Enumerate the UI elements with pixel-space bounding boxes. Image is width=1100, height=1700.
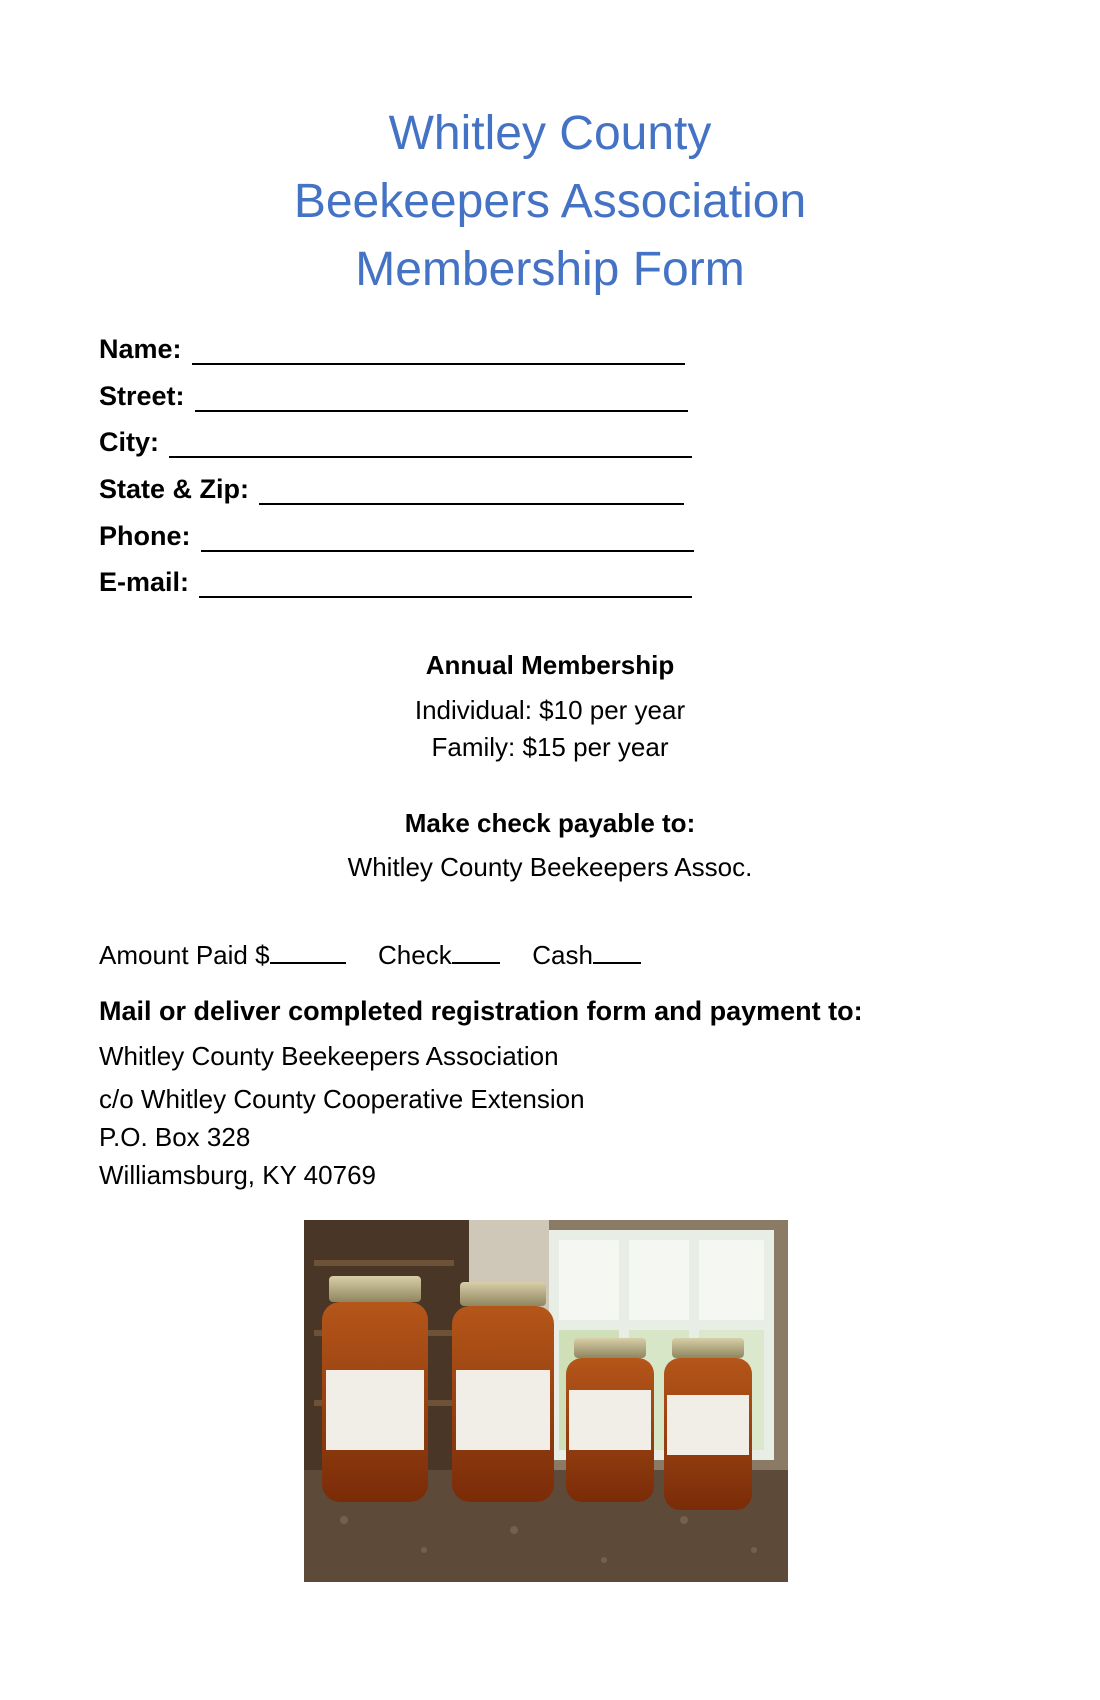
amount-paid-label: Amount Paid $ — [99, 940, 270, 970]
mail-line-4: Williamsburg, KY 40769 — [99, 1160, 376, 1190]
name-field[interactable] — [99, 325, 685, 365]
state-zip-field[interactable] — [99, 465, 684, 505]
payable-heading: Make check payable to: — [404, 808, 696, 838]
payable-name: Whitley County Beekeepers Assoc. — [347, 852, 753, 882]
email-line[interactable] — [199, 566, 692, 598]
email-field[interactable] — [99, 558, 692, 598]
title-line-3: Membership Form — [355, 243, 745, 296]
state-zip-line[interactable] — [259, 473, 684, 505]
city-field[interactable] — [99, 418, 692, 458]
amount-paid-blank[interactable] — [270, 936, 346, 964]
city-label: City: — [99, 427, 159, 457]
state-zip-label: State & Zip: — [99, 474, 250, 504]
street-field[interactable] — [99, 372, 688, 412]
phone-line[interactable] — [201, 520, 694, 552]
title-line-1: Whitley County — [388, 107, 712, 160]
membership-individual: Individual: $10 per year — [414, 695, 686, 725]
mail-heading: Mail or deliver completed registration form and payment to: — [99, 996, 863, 1026]
honey-jars-illustration — [304, 1220, 788, 1582]
title-line-2: Beekeepers Association — [293, 175, 807, 228]
street-line[interactable] — [195, 380, 688, 412]
name-line[interactable] — [192, 333, 685, 365]
email-label: E-mail: — [99, 567, 190, 597]
form-title — [0, 100, 1100, 304]
payment-row — [99, 936, 641, 971]
mail-line-1: Whitley County Beekeepers Association — [99, 1041, 559, 1071]
street-label: Street: — [99, 381, 185, 411]
cash-blank[interactable] — [593, 936, 641, 964]
check-blank[interactable] — [452, 936, 500, 964]
name-label: Name: — [99, 334, 182, 364]
phone-field[interactable] — [99, 512, 694, 552]
membership-heading: Annual Membership — [425, 650, 675, 680]
mail-line-2: c/o Whitley County Cooperative Extension — [99, 1084, 585, 1114]
check-label: Check — [378, 940, 452, 970]
membership-family: Family: $15 per year — [431, 732, 669, 762]
cash-label: Cash — [532, 940, 593, 970]
phone-label: Phone: — [99, 521, 191, 551]
mail-line-3: P.O. Box 328 — [99, 1122, 251, 1152]
honey-jars-photo — [304, 1220, 788, 1582]
city-line[interactable] — [169, 426, 692, 458]
